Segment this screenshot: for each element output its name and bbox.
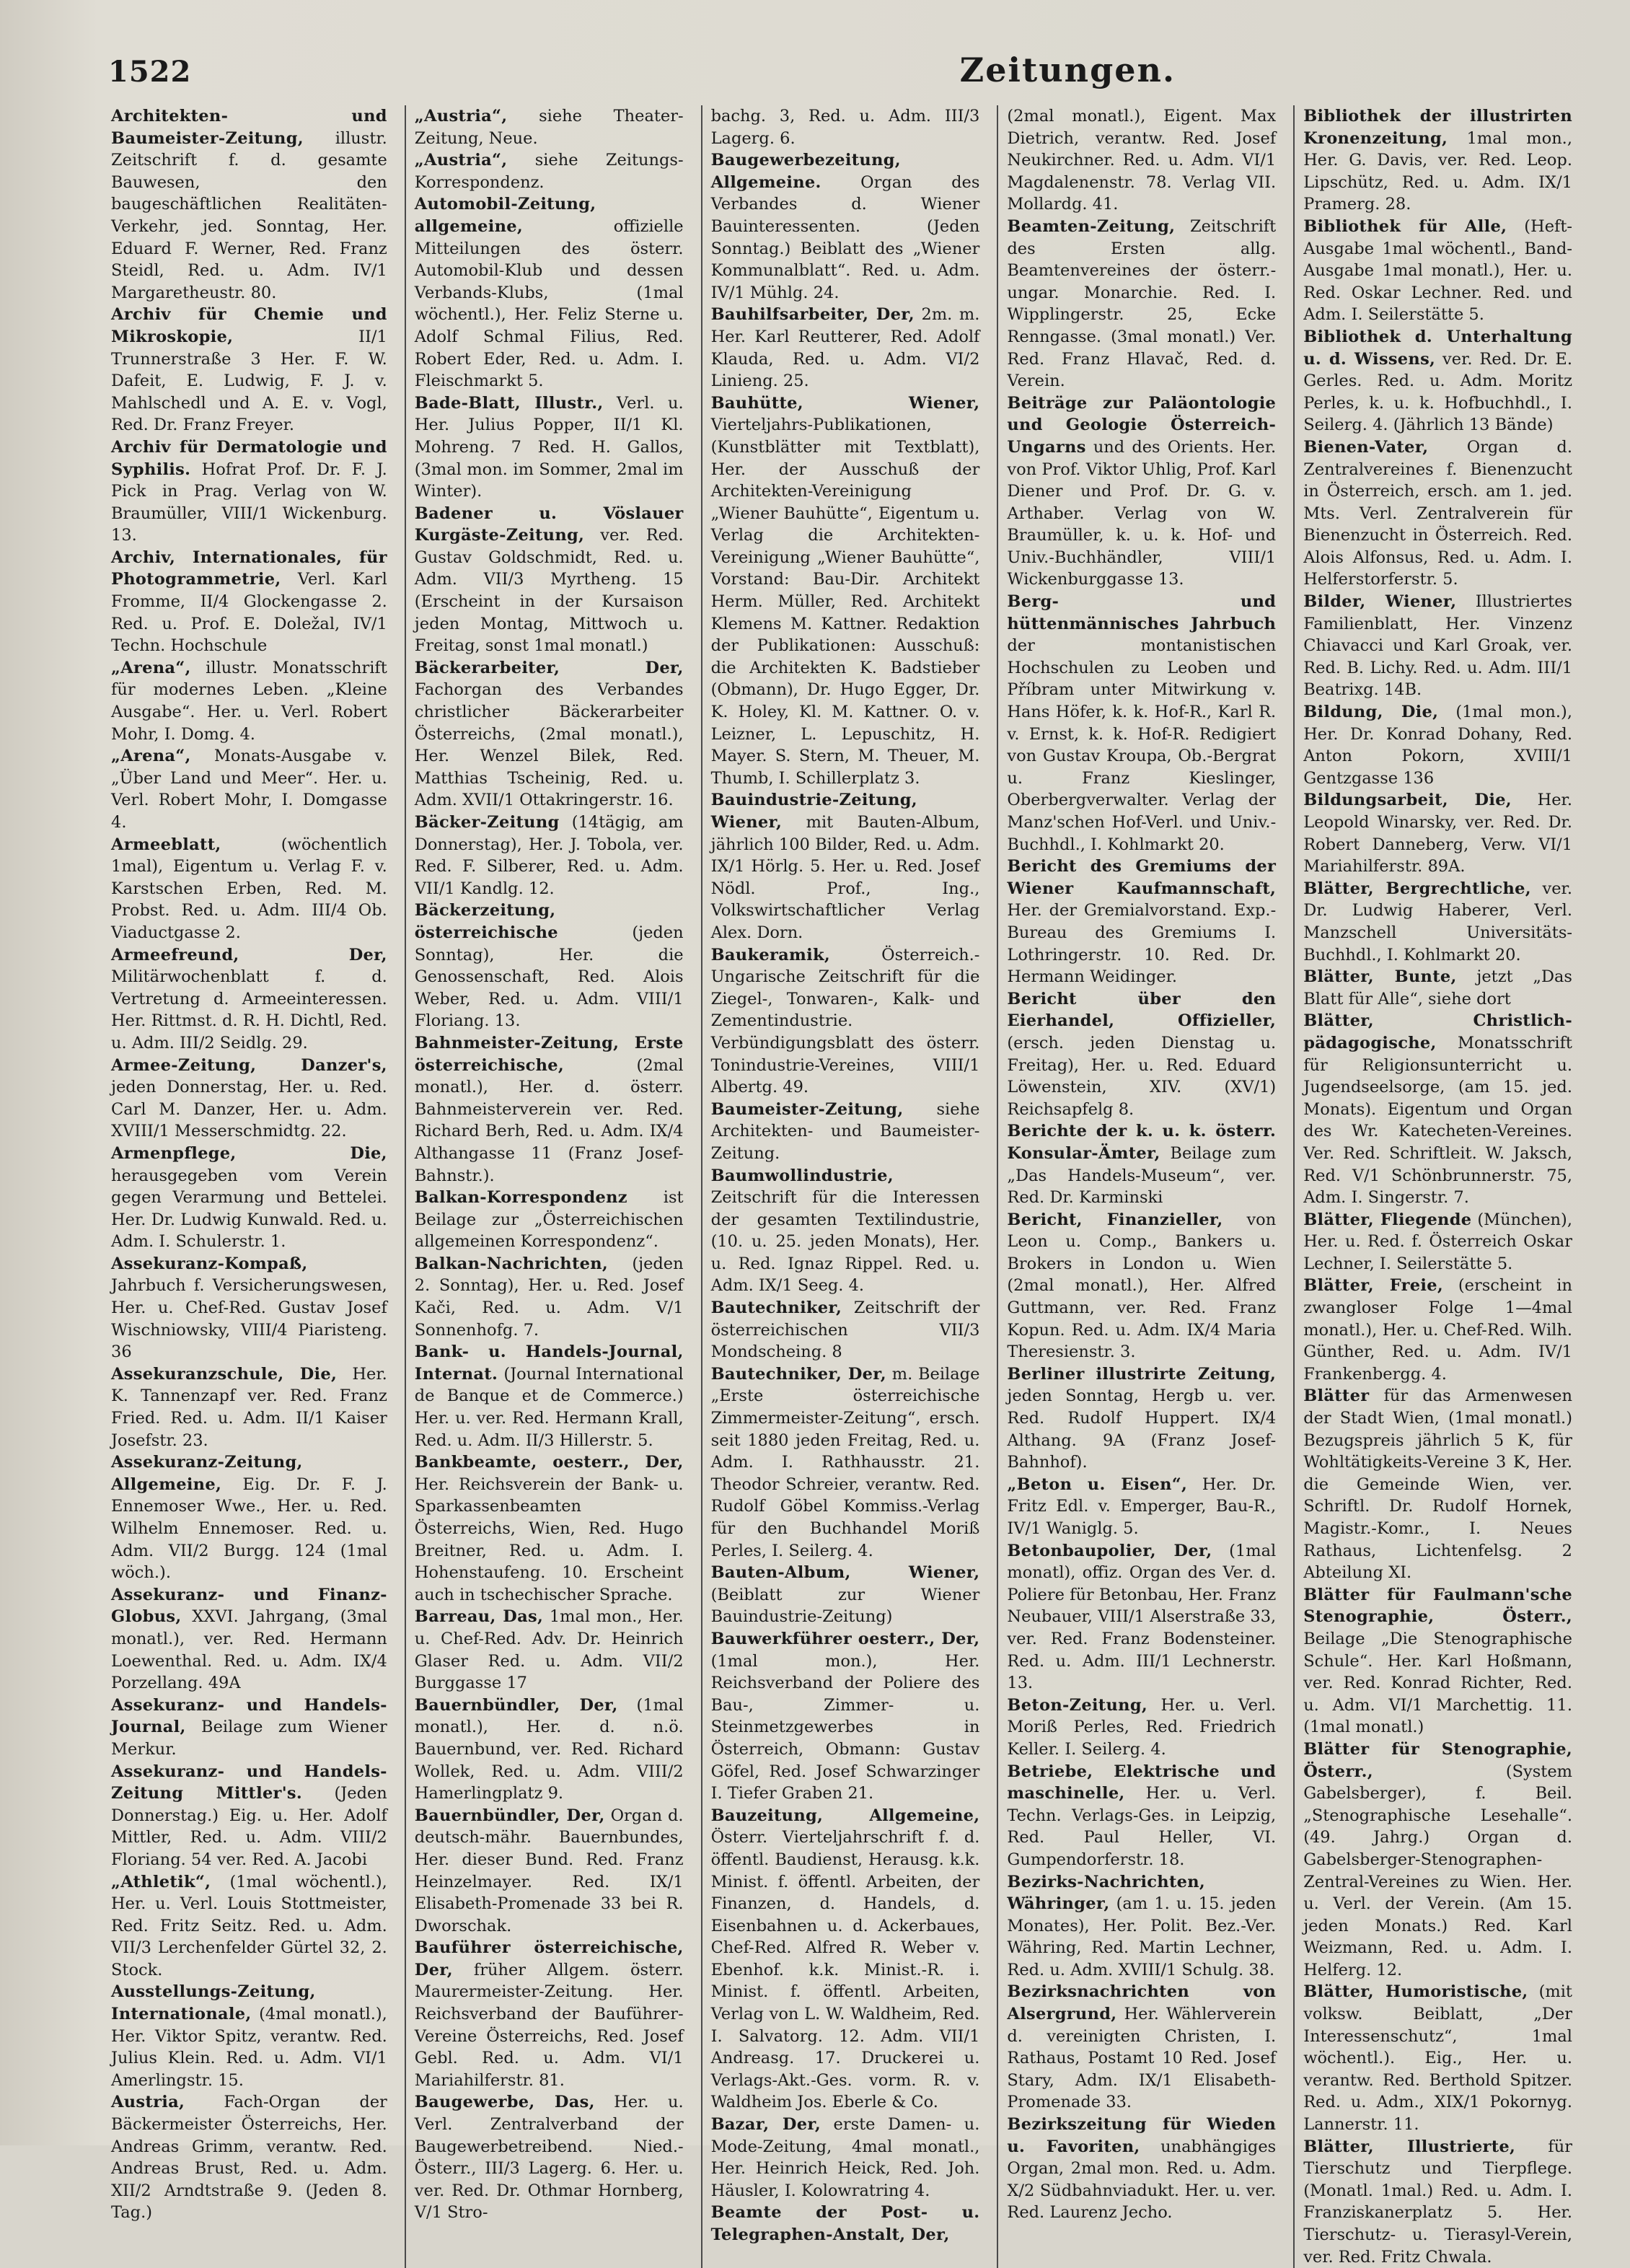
- entry-title: Armeefreund, Der,: [111, 945, 387, 964]
- entry-text: für das Armenwesen der Stadt Wien, (1mal monatl.) Bezugspreis jährlich 5 K, für Wohltätigkeits-Vereine 3 K, Her. die Gemeinde Wien, ver. Schriftl. Dr. Rudolf Hornek, Magistr.-Komr., I. Neues Rathaus, Lichtenfelsg. 2 Abteilung XI.: [1303, 1386, 1572, 1583]
- entry-text: Her. Leopold Winarsky, ver. Red. Dr. Robert Danneberg, Verw. VI/1 Mariahilferstr. 89A.: [1303, 791, 1572, 876]
- directory-entry: [711, 1562, 980, 1628]
- directory-entry: [415, 1937, 684, 2091]
- directory-entry: [711, 944, 980, 1099]
- entry-text: (Beiblatt zur Wiener Bauindustrie-Zeitung): [710, 1585, 980, 1627]
- entry-title: Bibliothek d. Unterhaltung u. d. Wissens,: [1303, 327, 1572, 369]
- directory-entry: [111, 105, 387, 304]
- entry-text: siehe Zeitungs-Korrespondenz.: [414, 151, 684, 192]
- entry-text: Jahrbuch f. Versicherungswesen, Her. u. Chef-Red. Gustav Josef Wischniowsky, VIII/4 Piaristeng. 36: [111, 1276, 387, 1362]
- directory-entry: [415, 503, 684, 657]
- entry-title: Beamte der Post- u. Telegraphen-Anstalt, Der,: [710, 2203, 980, 2244]
- directory-entry: [111, 436, 387, 547]
- entry-text: Monatsschrift für Religionsunterricht u. Jugendseelsorge, (am 15. jed. Monats). Eigentum und Organ des Wr. Katecheten-Vereines. Ver. Red. Schriftleit. W. Jaksch, Red. V/1 Schönbrunnerstr. 75, Adm. I. Singerstr. 7.: [1303, 1033, 1572, 1208]
- entry-text: (wöchentlich 1mal), Eigentum u. Verlag F. v. Karstschen Erben, Red. M. Probst. Red. u. Adm. III/4 Ob. Viaductgasse 2.: [111, 835, 387, 942]
- entry-title: Bauten-Album, Wiener,: [710, 1563, 980, 1583]
- entry-text: (2mal monatl.), Her. d. österr. Bahnmeisterverein ver. Red. Richard Berh, Red. u. Adm. IX/4 Althangasse 11 (Franz Josef-Bahnstr.).: [414, 1055, 684, 1185]
- entry-title: Bezirkszeitung für Wieden u. Favoriten,: [1007, 2115, 1277, 2156]
- entry-title: Barreau, Das,: [414, 1607, 544, 1627]
- entry-text: offizielle Mitteilungen des österr. Automobil-Klub und dessen Verbands-Klubs, (1mal wöchentl.), Her. Feliz Sterne u. Adolf Schmal Filius, Red. Robert Eder, Red. u. Adm. I. Fleischmarkt 5.: [414, 216, 684, 391]
- entry-title: Archiv für Dermatologie und Syphilis.: [111, 437, 387, 479]
- directory-entry: [111, 834, 387, 944]
- directory-entry: [111, 1143, 387, 1253]
- entry-title: Bericht über den Eierhandel, Offizieller,: [1007, 989, 1277, 1031]
- entry-text: (System Gabelsberger), f. Beil. „Stenographische Lesehalle“. (49. Jahrg.) Organ d. Gabelsberger-Stenographen-Zentral-Vereines zu Wien. Her. u. Verl. der Verein. (Am 15. jeden Monats.) Red. Karl Weizmann, Red. u. Adm. I. Helferg. 12.: [1303, 1762, 1572, 1979]
- entry-text: II/1 Trunnerstraße 3 Her. F. W. Dafeit, E. Ludwig, F. J. v. Mahlschedl und A. E. v. Vogl, Red. Dr. Franz Freyer.: [111, 327, 387, 435]
- entry-text: ist Beilage zur „Österreichischen allgemeinen Korrespondenz“.: [414, 1188, 684, 1252]
- entry-title: Blätter für Faulmann'sche Stenographie, Österr.,: [1303, 1585, 1572, 1627]
- entry-text: Her. u. Verl. Zentralverband der Baugewerbetreibend. Nied.-Österr., III/3 Lagerg. 6. Her. u. ver. Red. Dr. Othmar Hornberg, V/1 Stro-: [414, 2093, 684, 2223]
- entry-text: jetzt „Das Blatt für Alle“, siehe dort: [1303, 967, 1572, 1008]
- entry-title: Bauwerkführer oesterr., Der,: [710, 1629, 980, 1648]
- entry-title: Beamten-Zeitung,: [1007, 216, 1176, 236]
- entry-title: Bericht des Gremiums der Wiener Kaufmannschaft,: [1007, 857, 1277, 898]
- directory-entry: [1303, 789, 1572, 877]
- entry-title: Bauernbündler, Der,: [414, 1806, 605, 1825]
- entry-title: Blätter für Stenographie, Österr.,: [1303, 1739, 1572, 1781]
- directory-entry: [1303, 105, 1572, 216]
- entry-text: (14tägig, am Donnerstag), Her. J. Tobola, ver. Red. F. Silberer, Red. u. Adm. VII/1 Kandlg. 12.: [414, 813, 684, 898]
- entry-text: für Tierschutz und Tierpflege. (Monatl. 1mal.) Red. u. Adm. I. Franziskanerplatz 5. Her. Tierschutz- u. Tierasyl-Verein, ver. Red. Fritz Chwala.: [1303, 2137, 1572, 2267]
- entry-text: Organ d. Zentralvereines f. Bienenzucht in Österreich, ersch. am 1. jed. Mts. Verl. Zentralverein für Bienenzucht in Österreich. Red. Alois Alfonsus, Red. u. Adm. I. Helferstorferstr. 5.: [1303, 437, 1572, 589]
- entry-text: mit Bauten-Album, jährlich 100 Bilder, Red. u. Adm. IX/1 Hörlg. 5. Her. u. Red. Josef Nödl. Prof., Ing., Volkswirtschaftlicher Verlag Alex. Dorn.: [710, 813, 980, 942]
- entry-text: Vierteljahrs-Publikationen, (Kunstblätter mit Textblatt), Her. der Ausschuß der Architekten-Vereinigung „Wiener Bauhütte“, Eigentum u. Verlag die Architekten-Vereinigung „Wiener Bauhütte“, Vorstand: Bau-Dir. Architekt Herm. Müller, Red. Architekt Klemens M. Kattner. Redaktion der Publikationen: Ausschuß: die Architekten K. Badstieber (Obmann), Dr. Hugo Egger, Dr. K. Holey, Kl. M. Kattner. O. v. Leizner, L. Lepuschitz, H. Mayer. S. Stern, M. Theuer, M. Thumb, I. Schillerplatz 3.: [710, 416, 980, 788]
- entry-title: Bauhilfsarbeiter, Der,: [710, 305, 915, 325]
- entry-title: Beiträge zur Paläontologie und Geologie Österreich-Ungarns: [1007, 393, 1277, 457]
- entry-title: Armenpflege, Die,: [111, 1143, 387, 1163]
- entry-text: ver. Red. Dr. E. Gerles. Red. u. Adm. Moritz Perles, k. u. k. Hofbuchhdl., I. Seilerg. 4. (Jährlich 13 Bände): [1303, 349, 1572, 435]
- directory-entry: [711, 1363, 980, 1562]
- directory-entry: [1007, 1761, 1276, 1871]
- entry-text: Illustriertes Familienblatt, Her. Vinzenz Chiavacci und Karl Groak, ver. Red. B. Lichy. Red. u. Adm. III/1 Beatrixg. 14B.: [1303, 592, 1572, 700]
- entry-text: jeden Sonntag, Hergb u. ver. Red. Rudolf Huppert. IX/4 Althang. 9A (Franz Josef-Bahnhof).: [1007, 1386, 1277, 1472]
- entry-title: Betriebe, Elektrische und maschinelle,: [1007, 1762, 1277, 1803]
- directory-entry: [711, 149, 980, 304]
- entry-title: Blätter, Fliegende: [1303, 1210, 1472, 1229]
- directory-entry: [111, 1871, 387, 1982]
- entry-text: Eig. Dr. F. J. Ennemoser Wwe., Her. u. Red. Wilhelm Ennemoser. Red. u. Adm. VII/2 Burgg. 124 (1mal wöch.).: [111, 1474, 387, 1583]
- directory-entry: [415, 900, 684, 1032]
- entry-text: Beilage zum Wiener Merkur.: [111, 1718, 387, 1759]
- entry-text: Her. Reichsverein der Bank- u. Sparkassenbeamten Österreichs, Wien, Red. Hugo Breitner, Red. u. Adm. I. Hohenstaufeng. 10. Erscheint auch in tschechischer Sprache.: [414, 1474, 684, 1604]
- entry-text: XXVI. Jahrgang, (3mal monatl.), ver. Red. Hermann Loewenthal. Red. u. Adm. IX/4 Porzellang. 49A: [111, 1607, 387, 1693]
- entry-text: und des Orients. Her. von Prof. Viktor Uhlig, Prof. Karl Diener und Prof. Dr. G. v. Arthaber. Verlag von W. Braumüller, k. u. k. Hof- und Univ.-Buchhändler, VIII/1 Wickenburggasse 13.: [1007, 437, 1277, 589]
- directory-entry: [711, 2202, 980, 2246]
- entry-title: Baumeister-Zeitung,: [710, 1099, 904, 1119]
- entry-text: Organ des Verbandes d. Wiener Bauinteressenten. (Jeden Sonntag.) Beiblatt des „Wiener Kommunalblatt“. Red. u. Adm. IV/1 Mühlg. 24.: [710, 172, 980, 302]
- entry-title: Assekuranz- und Handels-Journal,: [111, 1695, 387, 1737]
- directory-entry: [1303, 1209, 1572, 1275]
- directory-entry: [111, 1253, 387, 1363]
- entry-title: Assekuranz-Kompaß,: [111, 1254, 308, 1273]
- directory-entry: [415, 1805, 684, 1938]
- entry-text: siehe Theater-Zeitung, Neue.: [414, 107, 684, 148]
- entry-text: illustr. Monatsschrift für modernes Leben. „Kleine Ausgabe“. Her. u. Verl. Robert Mohr, I. Domg. 4.: [111, 658, 387, 744]
- entry-text: Her. Wählerverein d. vereinigten Christen, I. Rathaus, Postamt 10 Red. Josef Stary, Adm. IX/1 Elisabeth-Promenade 33.: [1007, 2005, 1277, 2112]
- entry-title: Assekuranzschule, Die,: [111, 1364, 338, 1384]
- entry-title: Bienen-Vater,: [1303, 437, 1429, 457]
- directory-entry: [1303, 1275, 1572, 1385]
- directory-entry: [415, 392, 684, 503]
- entry-text: Zeitschrift der österreichischen VII/3 Mondscheing. 8: [710, 1298, 980, 1362]
- entry-text: Zeitschrift für die Interessen der gesamten Textilindustrie, (10. u. 25. jeden Monats), Her. u. Red. Ignaz Rippel. Red. u. Adm. IX/1 Seeg. 4.: [710, 1188, 980, 1296]
- entry-text: Monats-Ausgabe v. „Über Land und Meer“. Her. u. Verl. Robert Mohr, I. Domgasse 4.: [111, 747, 387, 832]
- entry-title: Automobil-Zeitung, allgemeine,: [414, 195, 596, 236]
- entry-text: Österreich.-Ungarische Zeitschrift für die Ziegel-, Tonwaren-, Kalk- und Zementindustrie. Verbündigungsblatt des österr. Tonindustrie-Vereines, VIII/1 Albertg. 49.: [710, 945, 980, 1097]
- entry-text: Militärwochenblatt f. d. Vertretung d. Armeeinteressen. Her. Rittmst. d. R. H. Dichtl, Red. u. Adm. III/2 Seidlg. 29.: [111, 967, 387, 1052]
- entry-title: Bibliothek für Alle,: [1303, 216, 1507, 236]
- entry-text: Fachorgan des Verbandes christlicher Bäckerarbeiter Österreichs, (2mal monatl.), Her. Wenzel Bilek, Red. Matthias Tscheinig, Red. u. Adm. XVII/1 Ottakringerstr. 16.: [414, 680, 684, 810]
- directory-entry: [1007, 988, 1276, 1121]
- entry-title: Austria,: [111, 2093, 185, 2112]
- entry-text: (jeden 2. Sonntag), Her. u. Red. Josef Kači, Red. u. Adm. V/1 Sonnenhofg. 7.: [414, 1254, 684, 1340]
- directory-entry: [1303, 701, 1572, 789]
- entry-title: Beton-Zeitung,: [1007, 1695, 1147, 1715]
- directory-entry: [1007, 1981, 1276, 2114]
- entry-title: Blätter, Bunte,: [1303, 967, 1457, 987]
- entry-text: (erscheint in zwangloser Folge 1—4mal monatl.), Her. u. Chef-Red. Wilh. Günther, Red. u. Adm. IV/1 Frankenbergg. 4.: [1303, 1276, 1572, 1384]
- directory-entry: [415, 1187, 684, 1253]
- entry-text: ver. Dr. Ludwig Haberer, Verl. Manzschell Universitäts-Buchhdl., I. Kohlmarkt 20.: [1303, 879, 1572, 964]
- directory-entry: [1007, 2114, 1276, 2224]
- directory-entry: [711, 105, 980, 149]
- entry-title: „Arena“,: [111, 658, 191, 677]
- directory-entry: [111, 745, 387, 833]
- entry-title: „Athletik“,: [111, 1872, 211, 1891]
- directory-entry: [1007, 392, 1276, 591]
- entry-text: bachg. 3, Red. u. Adm. III/3 Lagerg. 6.: [710, 107, 980, 148]
- entry-title: Assekuranz- und Finanz-Globus,: [111, 1585, 387, 1627]
- entry-text: 2m. m. Her. Karl Reutterer, Red. Adolf Klauda, Red. u. Adm. VI/2 Linieng. 25.: [710, 305, 980, 391]
- entry-text: (1mal mon.), Her. Dr. Konrad Dohany, Red. Anton Pokorn, XVIII/1 Gentzgasse 136: [1303, 703, 1572, 788]
- entry-title: Blätter, Bergrechtliche,: [1303, 879, 1531, 898]
- directory-entry: [1303, 591, 1572, 701]
- directory-entry: [415, 1341, 684, 1451]
- directory-entry: [711, 1165, 980, 1298]
- entry-title: Betonbaupolier, Der,: [1007, 1541, 1212, 1560]
- entry-text: (1mal monatl.), Her. d. n.ö. Bauernbund, ver. Red. Richard Wollek, Red. u. Adm. VIII/2 Hamerlingplatz 9.: [414, 1695, 684, 1803]
- directory-entry: [711, 1099, 980, 1165]
- entry-title: Bazar, Der,: [710, 2115, 821, 2135]
- entry-title: Bibliothek der illustrirten Kronenzeitung,: [1303, 107, 1572, 148]
- entry-title: Baukeramik,: [710, 945, 830, 964]
- directory-entry: [111, 1695, 387, 1761]
- directory-entry: [711, 1297, 980, 1363]
- directory-entry: [415, 812, 684, 900]
- directory-entry: [1007, 1209, 1276, 1363]
- directory-entry: [711, 1805, 980, 2114]
- directory-entry: [1007, 1540, 1276, 1695]
- entry-title: Bezirksnachrichten von Alsergrund,: [1007, 1982, 1277, 2024]
- directory-entry: [1007, 105, 1276, 216]
- entry-text: (2mal monatl.), Eigent. Max Dietrich, verantw. Red. Josef Neukirchner. Red. u. Adm. VI/1 Magdalenenstr. 78. Verlag VII. Mollardg. 41.: [1007, 107, 1277, 214]
- entry-title: Archiv, Internationales, für Photogrammetrie,: [111, 548, 387, 589]
- entry-text: m. Beilage „Erste österreichische Zimmermeister-Zeitung“, ersch. seit 1880 jeden Freitag, Red. u. Adm. I. Rathhausstr. 21. Theodor Schreier, verantw. Red. Rudolf Göbel Kommiss.-Verlag für den Buchhandel Moriß Perles, I. Seilerg. 4.: [710, 1364, 980, 1560]
- directory-entry: [711, 1628, 980, 1805]
- entry-text: früher Allgem. österr. Maurermeister-Zeitung. Her. Reichsverband der Bauführer-Vereine Österreichs, Red. Josef Gebl. Red. u. Adm. VI/1 Mariahilferstr. 81.: [414, 1960, 684, 2090]
- entry-title: Bade-Blatt, Illustr.,: [414, 393, 604, 413]
- entry-title: Bäcker-Zeitung: [414, 813, 560, 832]
- directory-entry: [711, 392, 980, 790]
- entry-text: (1mal wöchentl.), Her. u. Verl. Louis Stottmeister, Red. Fritz Seitz. Red. u. Adm. VII/3 Lerchenfelder Gürtel 32, 2. Stock.: [111, 1872, 387, 1979]
- entry-title: Blätter, Illustrierte,: [1303, 2137, 1516, 2156]
- entry-title: Bauzeitung, Allgemeine,: [710, 1806, 980, 1825]
- directory-entry: [711, 304, 980, 392]
- directory-entry: [111, 944, 387, 1055]
- column-1: [108, 105, 395, 2268]
- entry-title: Blätter, Freie,: [1303, 1276, 1443, 1296]
- entry-title: Bäckerzeitung, österreichische: [414, 901, 558, 942]
- directory-entry: [415, 105, 684, 149]
- directory-entry: [415, 1606, 684, 1694]
- entry-text: Her. u. Verl. Moriß Perles, Red. Friedrich Keller. I. Seilerg. 4.: [1007, 1695, 1277, 1759]
- directory-entry: [711, 789, 980, 944]
- directory-entry: [1007, 1871, 1276, 1982]
- directory-entry: [415, 1451, 684, 1606]
- entry-title: Bautechniker, Der,: [710, 1364, 886, 1384]
- entry-title: Assekuranz- und Handels-Zeitung Mittler's.: [111, 1762, 387, 1803]
- entry-title: Baugewerbe, Das,: [414, 2093, 595, 2112]
- directory-entry: [111, 1981, 387, 2091]
- directory-entry: [1303, 1584, 1572, 1739]
- directory-entry: [415, 1253, 684, 1341]
- entry-text: unabhängiges Organ, 2mal mon. Red. u. Adm. X/2 Südbahnviadukt. Her. u. ver. Red. Laurenz Jecho.: [1007, 2137, 1277, 2223]
- column-3: [701, 105, 987, 2268]
- entry-text: herausgegeben vom Verein gegen Verarmung und Bettelei. Her. Dr. Ludwig Kunwald. Red. u. Adm. I. Schulerstr. 1.: [111, 1166, 387, 1252]
- entry-title: Berliner illustrirte Zeitung,: [1007, 1364, 1277, 1384]
- entry-title: Bildung, Die,: [1303, 703, 1439, 722]
- entry-text: der montanistischen Hochschulen zu Leoben und Příbram unter Mitwirkung v. Hans Höfer, k. k. Hof-R., Karl R. v. Ernst, k. k. Hof-R. Redigiert von Gustav Kroupa, Ob.-Bergrat u. Franz Kieslinger, Oberbergverwalter. Verlag der Manz'schen Hof-Verl. und Univ.-Buchhdl., I. Kohlmarkt 20.: [1007, 636, 1277, 854]
- directory-entry: [111, 1761, 387, 1871]
- entry-title: Baugewerbezeitung, Allgemeine.: [710, 151, 901, 192]
- directory-entry: [415, 657, 684, 812]
- entry-title: Bahnmeister-Zeitung, Erste österreichische,: [414, 1033, 684, 1075]
- entry-text: Beilage „Die Stenographische Schule“. Her. Karl Hoßmann, ver. Red. Konrad Richter, Red. u. Adm. VI/1 Marchettig. 11. (1mal monatl.): [1303, 1629, 1572, 1737]
- entry-title: Bauführer österreichische, Der,: [414, 1938, 684, 1979]
- entry-title: Bauernbündler, Der,: [414, 1695, 618, 1715]
- entry-text: (Heft-Ausgabe 1mal wöchentl., Band-Ausgabe 1mal monatl.), Her. u. Red. Oskar Lechner. Red. und Adm. I. Seilerstätte 5.: [1303, 216, 1572, 325]
- entry-text: Beilage zum „Das Handels-Museum“, ver. Red. Dr. Karminski: [1007, 1143, 1277, 1208]
- entry-title: Balkan-Korrespondenz: [414, 1188, 627, 1208]
- entry-text: Verl. Karl Fromme, II/4 Glockengasse 2. Red. u. Prof. E. Doležal, IV/1 Techn. Hochschule: [111, 570, 387, 656]
- entry-title: Blätter, Humoristische,: [1303, 1982, 1528, 2002]
- entry-text: erste Damen- u. Mode-Zeitung, 4mal monatl., Her. Heinrich Heick, Red. Joh. Häusler, I. Kolowratring 4.: [710, 2115, 980, 2200]
- directory-entry: [1007, 216, 1276, 392]
- entry-title: Blätter, Christlich-pädagogische,: [1303, 1011, 1572, 1052]
- directory-entry: [1007, 1474, 1276, 1540]
- entry-title: „Arena“,: [111, 747, 191, 766]
- entry-text: von Leon u. Comp., Bankers u. Brokers in London u. Wien (2mal monatl.), Her. Alfred Guttmann, ver. Red. Franz Kopun. Red. u. Adm. IX/4 Maria Theresienstr. 3.: [1007, 1210, 1277, 1362]
- entry-title: Bankbeamte, oesterr., Der,: [414, 1453, 684, 1472]
- directory-entry: [1007, 591, 1276, 856]
- entry-text: Österr. Vierteljahrschrift f. d. öffentl. Baudienst, Herausg. k.k. Minist. f. öffentl. Arbeiten, der Finanzen, d. Handels, d. Eisenbahnen u. d. Ackerbaues, Chef-Red. Alfred R. Weber v. Ebenhof. k.k. Minist.-R. i. Minist. f. öffentl. Arbeiten, Verlag von L. W. Waldheim, Red. I. Salvatorg. 12. Adm. VII/1 Andreasg. 17. Druckerei u. Verlags-Akt.-Ges. vorm. R. v. Waldheim Jos. Eberle & Co.: [710, 1828, 980, 2112]
- directory-entry: [415, 149, 684, 193]
- directory-entry: [111, 2091, 387, 2224]
- entry-text: (am 1. u. 15. jeden Monates), Her. Polit. Bez.-Ver. Währing, Red. Martin Lechner, Red. u. Adm. XVIII/1 Schulg. 38.: [1007, 1894, 1277, 1979]
- column-5: [1293, 105, 1580, 2268]
- directory-entry: [1007, 1120, 1276, 1208]
- entry-text: Her. K. Tannenzapf ver. Red. Franz Fried. Red. u. Adm. II/1 Kaiser Josefstr. 23.: [111, 1364, 387, 1450]
- entry-text: Organ d. deutsch-mähr. Bauernbundes, Her. dieser Bund. Red. Franz Heinzelmayer. Red. IX/1 Elisabeth-Promenade 33 bei R. Dworschak.: [414, 1806, 684, 1935]
- entry-title: Badener u. Vöslauer Kurgäste-Zeitung,: [414, 504, 684, 545]
- entry-text: (jeden Sonntag), Her. die Genossenschaft, Red. Alois Weber, Red. u. Adm. VIII/1 Floriang. 13.: [414, 923, 684, 1031]
- entry-title: Berichte der k. u. k. österr. Konsular-Ämter,: [1007, 1122, 1277, 1163]
- directory-entry: [1303, 2136, 1572, 2268]
- directory-entry: [1303, 1981, 1572, 2135]
- entry-text: Her. u. Verl. Techn. Verlags-Ges. in Leipzig, Red. Paul Heller, VI. Gumpendorferstr. 18.: [1007, 1784, 1277, 1869]
- entry-text: 1mal mon., Her. G. Davis, ver. Red. Leop. Lipschütz, Red. u. Adm. IX/1 Pramerg. 28.: [1303, 128, 1572, 214]
- directory-entry: [111, 1584, 387, 1695]
- running-title: Zeitungen.: [959, 50, 1176, 89]
- entry-title: Architekten- und Baumeister-Zeitung,: [111, 107, 387, 148]
- entry-title: Assekuranz-Zeitung, Allgemeine,: [111, 1453, 303, 1494]
- directory-entry: [111, 547, 387, 657]
- entry-title: Bezirks-Nachrichten, Währinger,: [1007, 1872, 1206, 1914]
- entry-text: Fach-Organ der Bäckermeister Österreichs, Her. Andreas Grimm, verantw. Red. Andreas Brust, Red. u. Adm. XII/2 Arndtstraße 9. (Jeden 8. Tag.): [111, 2093, 387, 2223]
- entry-title: „Austria“,: [414, 107, 508, 126]
- entry-title: Baumwollindustrie,: [710, 1166, 894, 1185]
- directory-entry: [1303, 1385, 1572, 1583]
- entry-title: Bericht, Finanzieller,: [1007, 1210, 1223, 1229]
- entry-text: (1mal mon.), Her. Reichsverband der Poliere des Bau-, Zimmer- u. Steinmetzgewerbes in Österreich, Obmann: Gustav Göfel, Red. Josef Schwarzinger I. Tiefer Graben 21.: [710, 1651, 980, 1803]
- directory-entry: [1007, 856, 1276, 988]
- directory-entry: [1303, 1010, 1572, 1208]
- directory-entry: [111, 1055, 387, 1143]
- directory-entry: [711, 2114, 980, 2202]
- directory-entry: [1303, 1739, 1572, 1982]
- page-header: [108, 50, 1580, 101]
- entry-text: (4mal monatl.), Her. Viktor Spitz, verantw. Red. Julius Klein. Red. u. Adm. VI/1 Amerlingstr. 15.: [111, 2005, 387, 2090]
- directory-entry: [111, 1363, 387, 1451]
- entry-title: Armee-Zeitung, Danzer's,: [111, 1055, 387, 1075]
- entry-title: „Austria“,: [414, 151, 508, 170]
- column-2: [405, 105, 691, 2268]
- directory-entry: [1007, 1695, 1276, 1761]
- entry-title: Ausstellungs-Zeitung, Internationale,: [111, 1982, 316, 2024]
- directory-entry: [111, 1451, 387, 1584]
- entry-title: Berg- und hüttenmännisches Jahrbuch: [1007, 592, 1277, 633]
- entry-title: Bilder, Wiener,: [1303, 592, 1457, 612]
- directory-entry: [111, 657, 387, 745]
- entry-text: (1mal monatl), offiz. Organ des Ver. d. Poliere für Betonbau, Her. Franz Neubauer, VIII/1 Alserstraße 33, ver. Red. Franz Bodensteiner. Red. u. Adm. III/1 Lechnerstr. 13.: [1007, 1541, 1277, 1693]
- entry-text: (Jeden Donnerstag.) Eig. u. Her. Adolf Mittler, Red. u. Adm. VIII/2 Floriang. 54 ver. Red. A. Jacobi: [111, 1784, 387, 1869]
- entry-text: Hofrat Prof. Dr. F. J. Pick in Prag. Verlag von W. Braumüller, VIII/1 Wickenburg. 13.: [111, 460, 387, 545]
- entry-title: Bäckerarbeiter, Der,: [414, 658, 684, 677]
- directory-entry: [111, 304, 387, 436]
- entry-text: siehe Architekten- und Baumeister-Zeitung.: [710, 1099, 980, 1163]
- directory-entry: [1303, 326, 1572, 436]
- entry-title: Blätter: [1303, 1386, 1370, 1406]
- column-4: [997, 105, 1283, 2268]
- directory-entry: [415, 1695, 684, 1805]
- entry-title: Bauhütte, Wiener,: [710, 393, 980, 413]
- entry-title: Bautechniker,: [710, 1298, 842, 1318]
- entry-text: 1mal mon., Her. u. Chef-Red. Adv. Dr. Heinrich Glaser Red. u. Adm. VII/2 Burggasse 17: [414, 1607, 684, 1693]
- entry-title: Bank- u. Handels-Journal, Internat.: [414, 1342, 684, 1384]
- entry-text: illustr. Zeitschrift f. d. gesamte Bauwesen, den baugeschäftlichen Realitäten-Verkehr, jed. Sonntag, Her. Eduard F. Werner, Red. Franz Steidl, Red. u. Adm. IV/1 Margaretheustr. 80.: [111, 128, 387, 302]
- page-number: 1522: [108, 55, 192, 89]
- directory-entry: [415, 2091, 684, 2224]
- directory-entry: [1007, 1363, 1276, 1474]
- directory-entry: [415, 1032, 684, 1187]
- entry-title: Balkan-Nachrichten,: [414, 1254, 609, 1273]
- directory-entry: [415, 193, 684, 392]
- entry-text: (mit volksw. Beiblatt, „Der Interessenschutz“, 1mal wöchentl.). Eig., Her. u. verantw. Red. Berthold Spitzer. Red. u. Adm., XIX/1 Pokornyg. Lannerstr. 11.: [1303, 1982, 1572, 2135]
- entry-text: ver. Red. Gustav Goldschmidt, Red. u. Adm. VII/3 Myrtheng. 15 (Erscheint in der Kursaison jeden Montag, Mittwoch u. Freitag, sonst 1mal monatl.): [414, 526, 684, 656]
- directory-entry: [1303, 436, 1572, 591]
- entry-text: Her. Dr. Fritz Edl. v. Emperger, Bau-R., IV/1 Waniglg. 5.: [1007, 1474, 1277, 1538]
- entry-title: Archiv für Chemie und Mikroskopie,: [111, 305, 387, 346]
- entry-text: Verl. u. Her. Julius Popper, II/1 Kl. Mohreng. 7 Red. H. Gallos, (3mal mon. im Sommer, 2mal im Winter).: [414, 393, 684, 501]
- entry-text: Zeitschrift des Ersten allg. Beamtenvereines der österr.-ungar. Monarchie. Red. I. Wipplingerstr. 25, Ecke Renngasse. (3mal monatl.) Ver. Red. Franz Hlavač, Red. d. Verein.: [1007, 216, 1277, 391]
- entry-title: Armeeblatt,: [111, 835, 221, 854]
- entry-text: (Journal International de Banque et de Commerce.) Her. u. ver. Red. Hermann Krall, Red. u. Adm. II/3 Hillerstr. 5.: [414, 1364, 684, 1450]
- entry-text: jeden Donnerstag, Her. u. Red. Carl M. Danzer, Her. u. Adm. XVIII/1 Messerschmidtg. 22.: [111, 1078, 387, 1141]
- entry-text: (ersch. jeden Dienstag u. Freitag), Her. u. Red. Eduard Löwenstein, XIV. (XV/1) Reichsapfelg 8.: [1007, 1033, 1277, 1119]
- entry-text: Her. der Gremialvorstand. Exp.-Bureau des Gremiums I. Lothringerstr. 10. Red. Dr. Hermann Weidinger.: [1007, 901, 1277, 987]
- directory-entry: [1303, 216, 1572, 326]
- entry-text: (München), Her. u. Red. f. Österreich Oskar Lechner, I. Seilerstätte 5.: [1303, 1210, 1572, 1273]
- directory-columns: [108, 105, 1580, 2267]
- entry-title: Bauindustrie-Zeitung, Wiener,: [710, 791, 917, 832]
- directory-entry: [1303, 878, 1572, 966]
- directory-entry: [1303, 966, 1572, 1010]
- entry-title: „Beton u. Eisen“,: [1007, 1474, 1188, 1494]
- entry-title: Bildungsarbeit, Die,: [1303, 791, 1512, 810]
